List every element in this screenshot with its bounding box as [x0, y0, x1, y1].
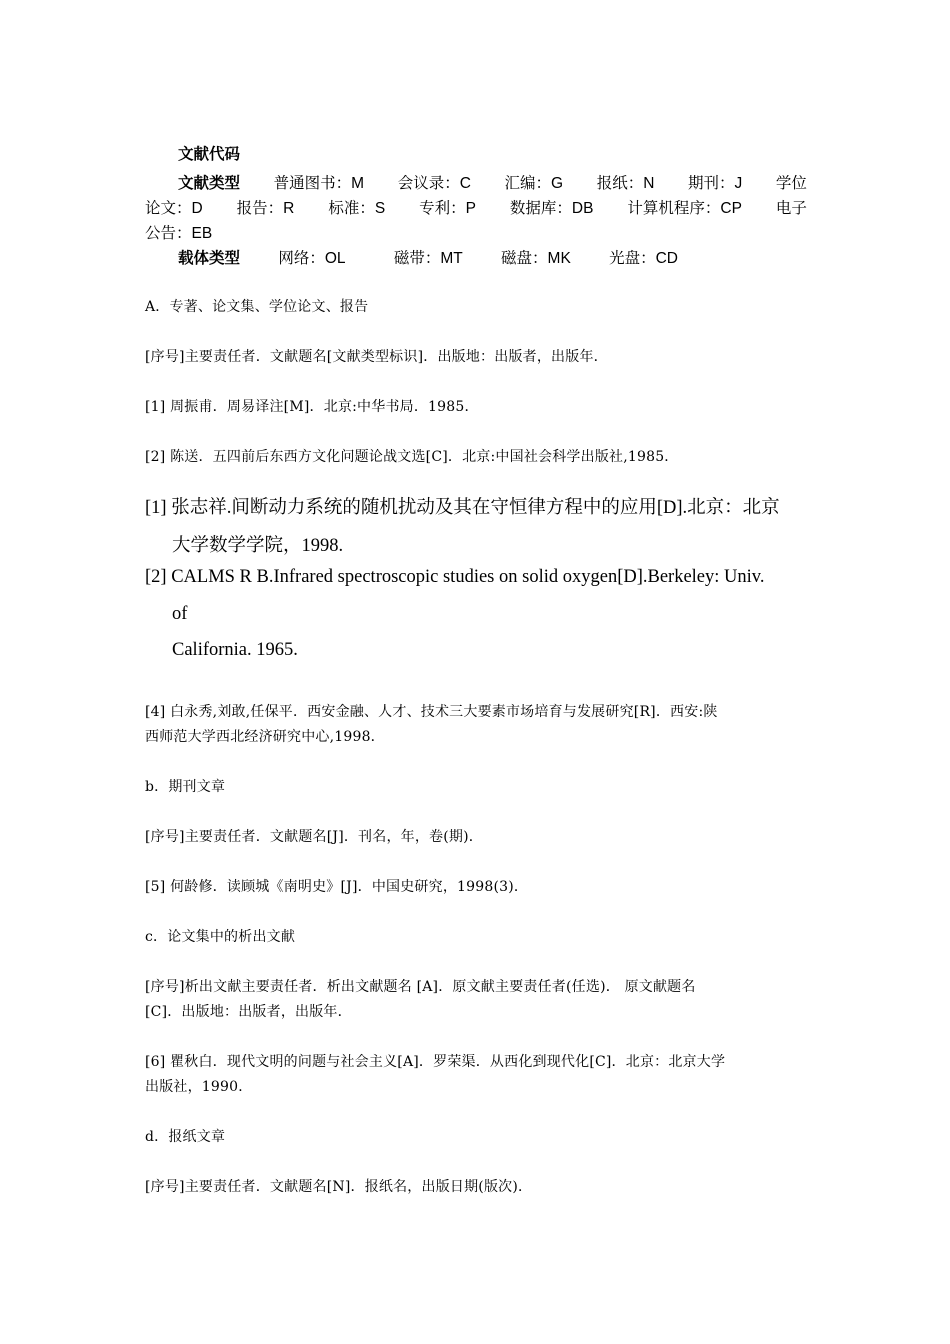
doc-type-item: 论文：D — [145, 200, 203, 217]
reference-entry: [5] 何龄修．读顾城《南明史》[J]．中国史研究，1998(3)． — [145, 879, 529, 895]
reference-entry: [2] 陈送．五四前后东西方文化问题论战文选[C]．北京:中国社会科学出版社,1985． — [145, 449, 679, 465]
doc-type-item: 期刊：J — [688, 175, 743, 192]
reference-entry: [6] 瞿秋白．现代文明的问题与社会主义[A]．罗荣渠．从西化到现代化[C]．北京：北京大学 — [145, 1054, 726, 1070]
carrier-item: 光盘：CD — [609, 250, 678, 267]
doc-type-item: 普通图书：M — [273, 175, 365, 192]
section-c-title: c．论文集中的析出文献 — [145, 929, 296, 945]
section-b-title: b．期刊文章 — [145, 779, 226, 795]
doc-types-line-1 — [145, 171, 807, 193]
section-a-format: [序号]主要责任者．文献题名[文献类型标识]．出版地：出版者，出版年． — [145, 349, 608, 365]
carrier-item: 磁带：MT — [393, 250, 463, 267]
carrier-item: 网络：OL — [278, 250, 346, 267]
doc-type-item: 学位 — [775, 175, 807, 192]
doc-type-item: 计算机程序：CP — [627, 200, 742, 217]
reference-entry: [1] 周振甫．周易译注[M]．北京:中华书局．1985． — [145, 399, 479, 415]
reference-entry-large-cont: California. 1965. — [172, 640, 298, 660]
doc-type-item: 报纸：N — [596, 175, 655, 192]
section-a-title: A．专著、论文集、学位论文、报告 — [145, 299, 369, 315]
reference-entry-cont: 出版社，1990． — [145, 1079, 253, 1095]
section-b-format: [序号]主要责任者．文献题名[J]．刊名，年，卷(期)． — [145, 829, 483, 845]
doc-type-item: 汇编：G — [504, 175, 564, 192]
carrier-types-line — [178, 246, 678, 268]
reference-entry-large: [1] 张志祥.间断动力系统的随机扰动及其在守恒律方程中的应用[D].北京：北京 — [145, 498, 780, 518]
doc-type-item: 会议录：C — [397, 175, 471, 192]
doc-type-item: 标准：S — [328, 200, 386, 217]
section-c-format-cont: [C]．出版地：出版者，出版年． — [145, 1004, 352, 1020]
reference-entry-large: [2] CALMS R B.Infrared spectroscopic studies on solid oxygen[D].Berkeley: Univ. — [145, 567, 765, 587]
reference-entry-cont: 西师范大学西北经济研究中心,1998． — [145, 729, 385, 745]
carrier-item: 磁盘：MK — [501, 250, 571, 267]
reference-entry: [4] 白永秀,刘敢,任保平．西安金融、人才、技术三大要素市场培育与发展研究[R]．西安:陕 — [145, 704, 718, 720]
section-d-title: d．报纸文章 — [145, 1129, 226, 1145]
doc-type-item: 数据库：DB — [509, 200, 594, 217]
doc-type-item: 专利：P — [419, 200, 476, 217]
doc-type-item: 报告：R — [236, 200, 295, 217]
codes-heading: 文献代码 — [178, 146, 241, 163]
doc-types-line-3: 公告：EB — [145, 225, 213, 242]
doc-type-item: 电子 — [775, 200, 807, 217]
reference-entry-large-cont: 大学数学学院，1998. — [172, 536, 344, 556]
reference-entry-large-cont: of — [172, 604, 188, 624]
section-d-format: [序号]主要责任者．文献题名[N]．报纸名，出版日期(版次)． — [145, 1179, 533, 1195]
carrier-type-label: 载体类型 — [178, 250, 241, 267]
section-c-format: [序号]析出文献主要责任者．析出文献题名 [A]．原文献主要责任者(任选)． 原文献题名 — [145, 979, 696, 995]
doc-type-label: 文献类型 — [178, 175, 241, 192]
doc-types-line-2 — [145, 196, 807, 218]
